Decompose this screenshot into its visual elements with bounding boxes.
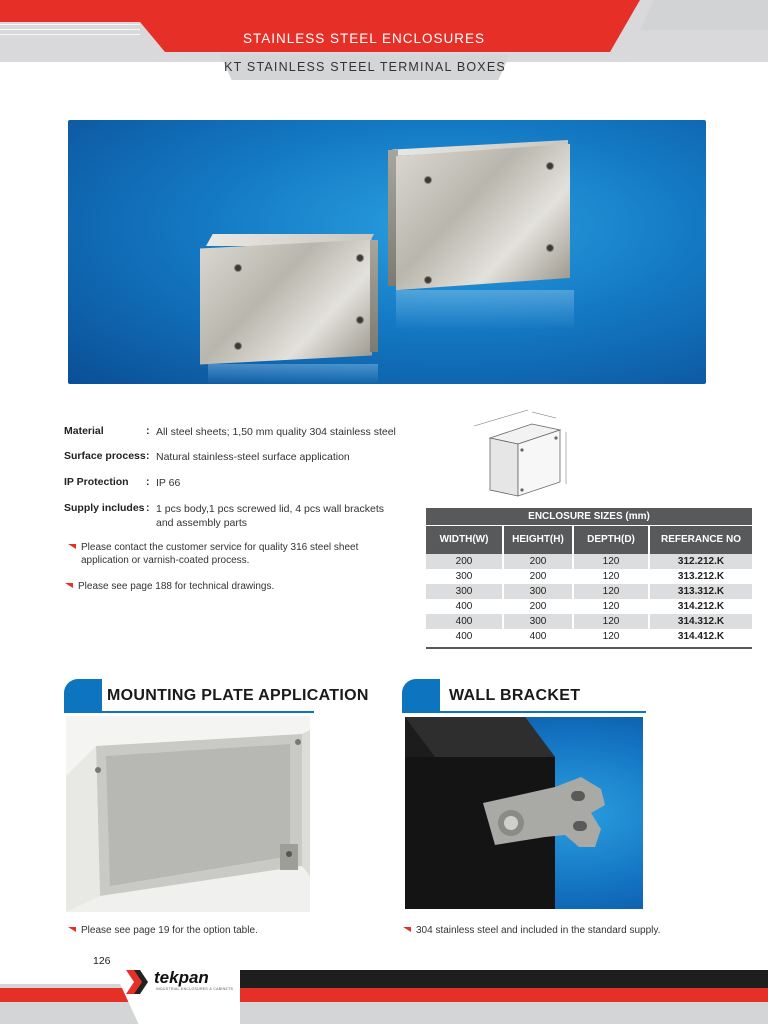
spec-label: Supply includes (64, 502, 145, 514)
section-rule-wall (402, 711, 646, 713)
note-drawings-text: Please see page 188 for technical drawings. (78, 581, 275, 592)
spec-value: All steel sheets; 1,50 mm quality 304 stainless steel (156, 426, 396, 438)
col-reference: REFERANCE NO (660, 534, 741, 545)
brand-tagline: INDUSTRIAL ENCLOSURES & CABINETS (156, 987, 234, 991)
cell: 400 (426, 629, 504, 644)
spec-value: IP 66 (156, 477, 181, 489)
large-enclosure-image (388, 140, 570, 290)
cell: 300 (426, 569, 504, 584)
cell: 120 (574, 599, 650, 614)
cell: 200 (504, 554, 574, 569)
cell: 120 (574, 584, 650, 599)
section-rule-mounting (64, 711, 314, 713)
section-title-wall: WALL BRACKET (449, 687, 581, 704)
brand-name: tekpan (154, 968, 209, 987)
table-title: ENCLOSURE SIZES (mm) (426, 508, 752, 525)
cell: 300 (504, 584, 574, 599)
technical-drawing (470, 404, 580, 500)
table-bottom-rule (426, 647, 752, 649)
enclosure-sizes-table (426, 508, 752, 649)
bullet-triangle-icon (65, 583, 73, 588)
table-row (426, 629, 752, 644)
table-row (426, 584, 752, 599)
bullet-triangle-icon (403, 927, 411, 932)
cell: 314.412.K (677, 631, 725, 642)
cell: 120 (574, 614, 650, 629)
spec-label: IP Protection (64, 476, 129, 488)
page-number: 126 (93, 955, 111, 967)
bullet-triangle-icon (68, 927, 76, 932)
small-enclosure-image (200, 234, 380, 364)
note-mounting (68, 924, 258, 937)
page-subtitle: KT STAINLESS STEEL TERMINAL BOXES (224, 60, 506, 74)
spec-label: Material (64, 425, 104, 437)
cell: 400 (426, 614, 504, 629)
cell: 120 (574, 569, 650, 584)
table-header-row (426, 525, 752, 554)
spec-label: Surface process (64, 450, 146, 462)
note-drawings (65, 580, 385, 593)
note-contact (68, 541, 388, 567)
cell: 313.212.K (677, 571, 725, 582)
note-wall (403, 924, 660, 937)
table-row (426, 569, 752, 584)
product-photo (68, 120, 706, 384)
mounting-plate-photo (66, 716, 310, 912)
cell: 200 (426, 554, 504, 569)
section-title-mounting: MOUNTING PLATE APPLICATION (107, 687, 369, 704)
table-row (426, 599, 752, 614)
cell: 312.212.K (650, 554, 752, 569)
page-title: STAINLESS STEEL ENCLOSURES (242, 31, 486, 46)
table-row (426, 554, 752, 569)
cell: 200 (504, 569, 574, 584)
brand-logo (126, 970, 236, 996)
cell: 120 (574, 629, 650, 644)
cell: 400 (426, 599, 504, 614)
section-tab-mounting (64, 679, 102, 713)
col-width: WIDTH(W) (426, 526, 504, 554)
cell: 400 (504, 629, 574, 644)
col-depth: DEPTH(D) (574, 526, 650, 554)
cell: 314.312.K (650, 614, 752, 629)
cell: 300 (504, 614, 574, 629)
note-mounting-text: Please see page 19 for the option table. (81, 925, 258, 936)
cell: 314.212.K (677, 601, 725, 612)
cell: 200 (504, 599, 574, 614)
wall-bracket-photo (405, 717, 643, 909)
spec-value: Natural stainless-steel surface application (156, 451, 350, 463)
spec-value: 1 pcs body,1 pcs screwed lid, 4 pcs wall brackets and assembly parts (156, 503, 384, 529)
table-row (426, 614, 752, 629)
footer-red-band (0, 988, 768, 1002)
bullet-triangle-icon (68, 544, 76, 549)
logo-chevron-icon (126, 970, 152, 994)
cell: 120 (574, 554, 650, 569)
note-wall-text: 304 stainless steel and included in the standard supply. (416, 925, 661, 936)
section-tab-wall (402, 679, 440, 713)
header-grey-strip (640, 0, 768, 30)
col-height: HEIGHT(H) (504, 526, 574, 554)
cell: 313.312.K (650, 584, 752, 599)
cell: 300 (426, 584, 504, 599)
note-contact-text: Please contact the customer service for quality 316 steel sheet application or varnish-coated process. (81, 542, 359, 566)
